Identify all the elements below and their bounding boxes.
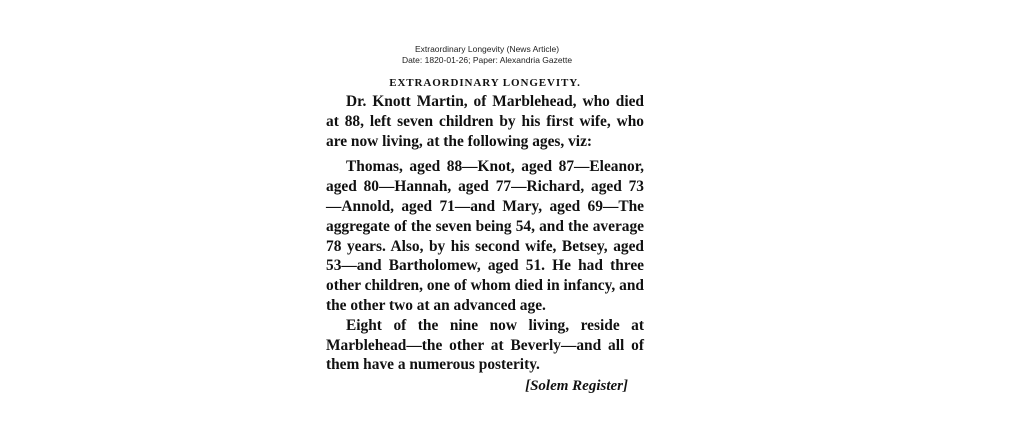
article-paragraph-2: Thomas, aged 88—Knot, aged 87—Eleanor, aged 80—Hannah, aged 77—Richard, aged 73—Annold, aged 71—and Mary, aged 69—The aggregate of the seven being 54, and the average 78 years. Also, by his second wife, Betsey, aged 53—and Bartholomew, aged 51. He had three other children, one of whom died in infancy, and the other two at an advanced age. <box>326 158 644 314</box>
article-title-line: Extraordinary Longevity (News Article) <box>414 44 560 54</box>
news-clipping <box>326 44 644 396</box>
article-paragraph-1: Dr. Knott Martin, of Marblehead, who died at 88, left seven children by his first wife, who are now living, at the following ages, viz: <box>326 93 644 150</box>
article-source: [Solem Register] <box>525 378 628 395</box>
article-meta-line: Date: 1820-01-26; Paper: Alexandria Gazette <box>401 55 573 65</box>
article-paragraph-3: Eight of the nine now living, reside at Marblehead—the other at Beverly—and all of them have a numerous posterity. <box>326 316 644 374</box>
article-headline: EXTRAORDINARY LONGEVITY. <box>389 77 581 89</box>
clipping-header <box>330 44 644 66</box>
